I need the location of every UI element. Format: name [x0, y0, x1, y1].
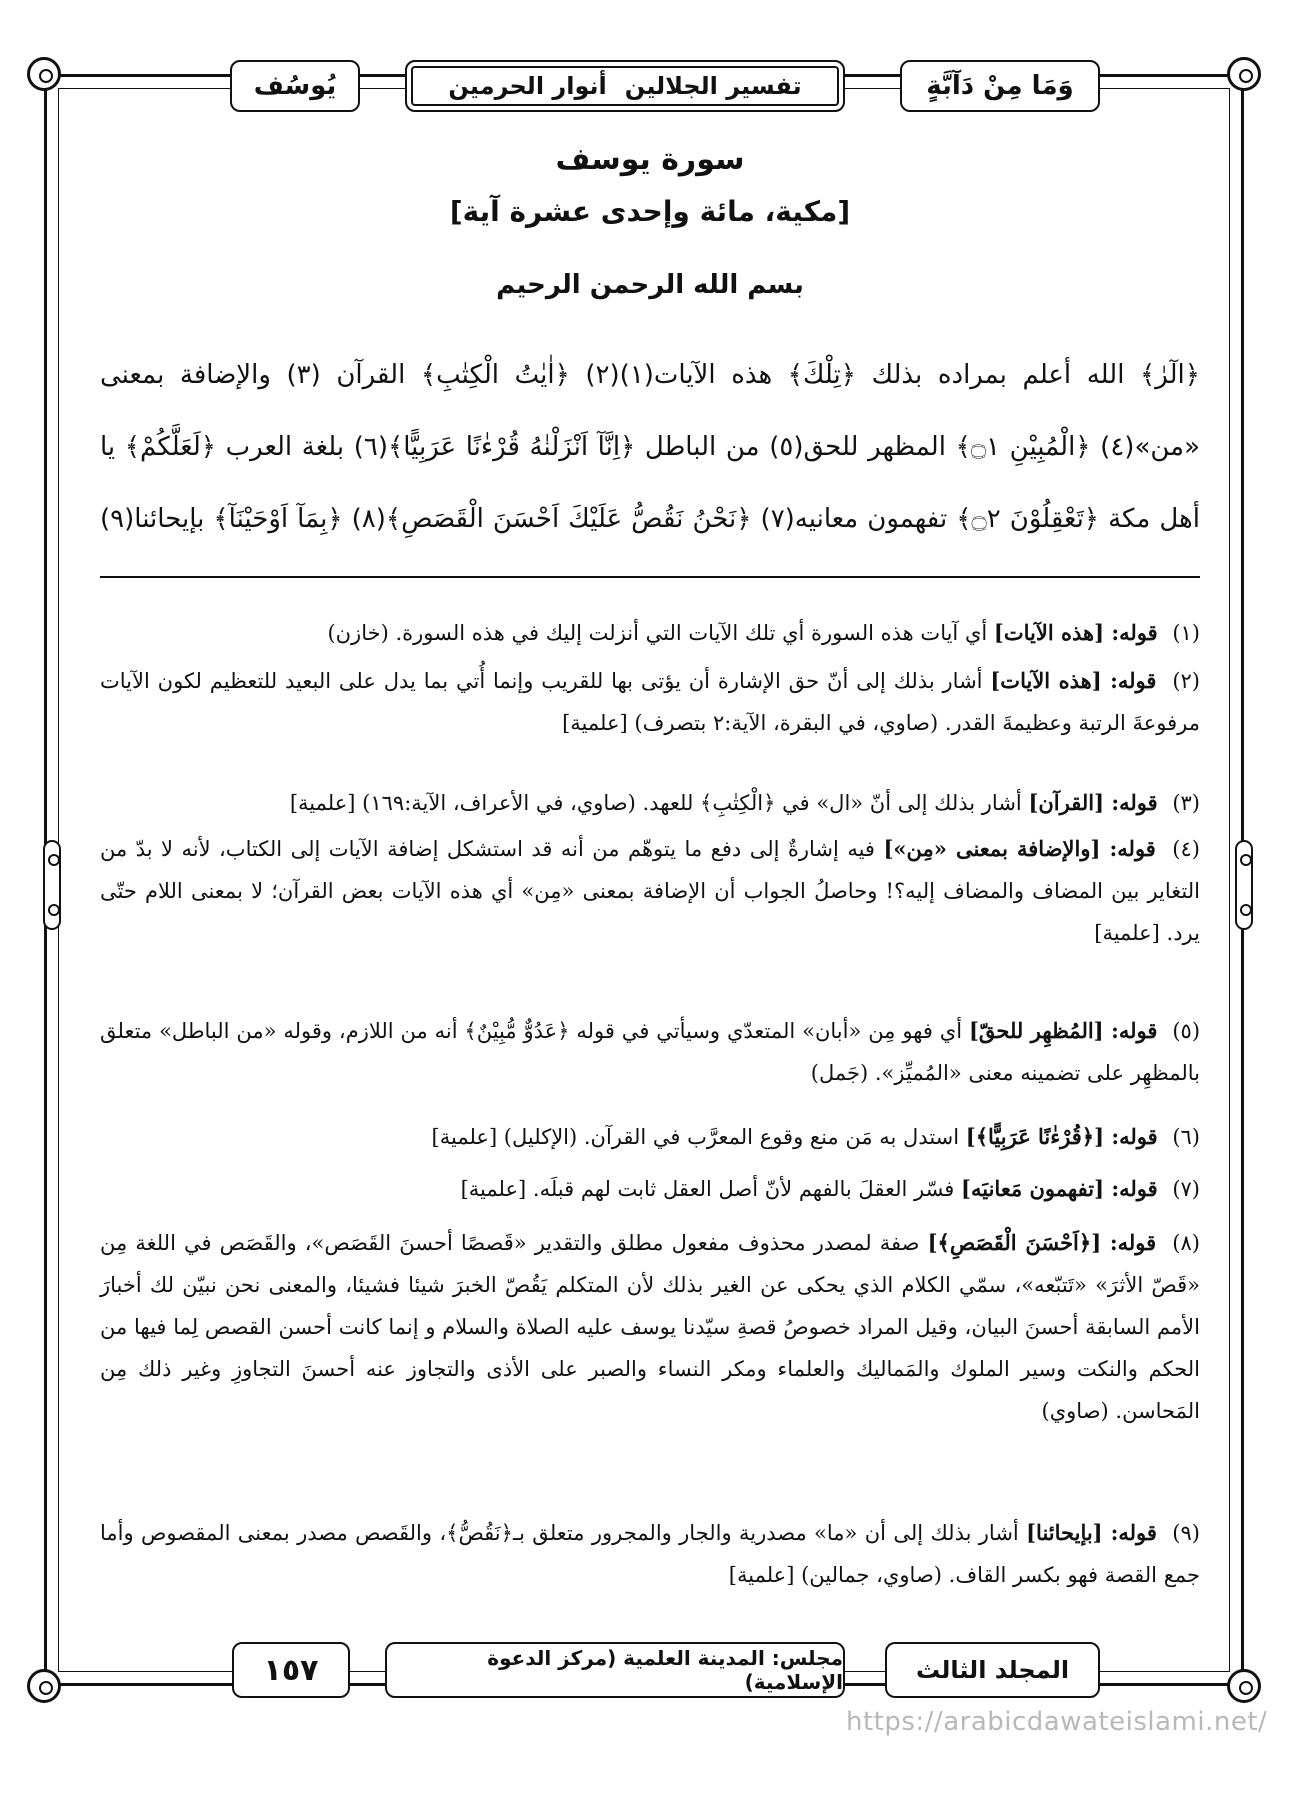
side-ornament-left: [43, 840, 61, 930]
footnote-text: فيه إشارةٌ إلى دفع ما يتوهّم من أنه قد استشكل إضافة الآيات إلى الكتاب، لأنه لا بدّ من التغاير بين المضاف والمضاف إليه؟! وحاصلُ الجواب أن الإضافة بمعنى «مِن» أي هذه الآيات بعض القرآن؛ لا بمعنى اللام حتّى يرد. [علمية]: [100, 837, 1200, 945]
header-juz-box: [900, 60, 1100, 112]
footnote-number: (١): [1172, 621, 1200, 645]
header-juz: وَمَا مِنْ دَآبَّةٍ: [926, 71, 1074, 101]
footnote-number: (٧): [1172, 1177, 1200, 1201]
footnote-7: [100, 1168, 1200, 1210]
header-commentary-title: أنوار الحرمين: [448, 72, 607, 100]
footnote-text: استدل به مَن منع وقوع المعرَّب في القرآن. (الإكليل) [علمية]: [431, 1125, 960, 1149]
corner-ornament-bottom-right: [1227, 1669, 1261, 1703]
main-text-line-1: ﴿الٓرٰ﴾ الله أعلم بمراده بذلك ﴿تِلْكَ﴾ هذه الآيات(١)(٢) ﴿اٰيٰتُ الْكِتٰبِ﴾ القرآن (٣) والإضافة بمعنى: [100, 360, 1200, 390]
footnote-8: [100, 1222, 1200, 1432]
corner-ornament-top-left: [27, 57, 61, 91]
footnote-text: فسّر العقلَ بالفهم لأنّ أصل العقل ثابت لهم قبلَه. [علمية]: [460, 1177, 955, 1201]
footnote-1: [100, 612, 1200, 654]
footnote-9: [100, 1512, 1200, 1596]
footer-volume: المجلد الثالث: [915, 1656, 1070, 1684]
footnote-keyword: قوله: [﴿اَحْسَنَ الْقَصَصِ﴾]: [927, 1230, 1157, 1255]
footnote-number: (٥): [1172, 1019, 1201, 1043]
header-surah: يُوسُف: [253, 71, 337, 101]
surah-title: سورة يوسف: [555, 142, 745, 177]
footnote-number: (٢): [1172, 669, 1200, 693]
footer-publisher: مجلس: المدينة العلمية (مركز الدعوة الإسلامية): [487, 1646, 843, 1694]
corner-ornament-top-right: [1227, 57, 1261, 91]
corner-ornament-bottom-left: [27, 1669, 61, 1703]
footer-publisher-box: [385, 1642, 845, 1698]
footnote-4: [100, 828, 1200, 954]
main-text-line-2: «من»(٤) ﴿الْمُبِيْنِ ۝١﴾ المظهر للحق(٥) من الباطل ﴿اِنَّآ اَنْزَلْنٰهُ قُرْءٰنًا عَرَبِيًّا﴾(٦) بلغة العرب ﴿لَعَلَّكُمْ﴾ يا: [100, 432, 1200, 462]
footer-page-number-box: [232, 1642, 350, 1698]
footnote-5: [100, 1010, 1200, 1094]
footnote-number: (٤): [1172, 837, 1200, 861]
header-title-box: [405, 60, 845, 112]
header-surah-box: [230, 60, 360, 112]
footnote-keyword: قوله: [هذه الآيات]: [993, 620, 1158, 645]
footnote-text: أي فهو مِن «أبان» المتعدّي وسيأتي في قوله ﴿عَدُوٌّ مُّبِيْنٌ﴾ أنه من اللازم، وقوله «من الباطل» متعلق بالمظهِر على تضمينه معنى «المُميِّز». (جَمل): [100, 1019, 1200, 1085]
footer-volume-box: [885, 1642, 1100, 1698]
footnote-keyword: قوله: [والإضافة بمعنى «مِن»]: [883, 836, 1156, 861]
footnote-text: أشار بذلك إلى أنّ «ال» في ﴿الْكِتٰبِ﴾ للعهد. (صاوي، في الأعراف، الآية:١٦٩) [علمية]: [289, 791, 1022, 815]
footnote-number: (٨): [1172, 1231, 1200, 1255]
footnote-keyword: قوله: [﴿قُرْءٰنًا عَرَبِيًّا﴾]: [965, 1124, 1158, 1149]
footnote-6: [100, 1116, 1200, 1158]
footnote-keyword: قوله: [القرآن]: [1028, 790, 1158, 815]
footnote-divider: [100, 576, 1200, 578]
footnote-number: (٩): [1172, 1521, 1200, 1545]
surah-subtitle: [مكية، مائة وإحدى عشرة آية]: [449, 195, 851, 228]
footnote-3: [100, 782, 1200, 824]
footnote-text: أشار بذلك إلى أن «ما» مصدرية والجار والمجرور متعلق بـ﴿نَقُصُّ﴾، والقَصص مصدر بمعنى المقصوص وأما جمع القصة فهو بكسر القاف. (صاوي، جمالين) [علمية]: [100, 1521, 1200, 1587]
basmala: بسم الله الرحمن الرحيم: [496, 270, 804, 300]
footnote-text: أشار بذلك إلى أنّ حق الإشارة أن يؤتى بها للقريب وإنما أُتي بما يدل على البعيد للتعظيم لكون الآيات مرفوعةَ الرتبة وعظيمةَ القدر. (صاوي، في البقرة، الآية:٢ بتصرف) [علمية]: [100, 669, 1200, 735]
footnote-keyword: قوله: [تفهمون مَعانيَه]: [961, 1176, 1158, 1201]
footnote-keyword: قوله: [هذه الآيات]: [990, 668, 1157, 693]
footnote-keyword: قوله: [المُظهِر للحقّ]: [968, 1018, 1158, 1043]
main-text-line-3: أهل مكة ﴿تَعْقِلُوْنَ ۝٢﴾ تفهمون معانيه(٧) ﴿نَحْنُ نَقُصُّ عَلَيْكَ اَحْسَنَ الْقَصَصِ﴾(٨) ﴿بِمَآ اَوْحَيْنَآ﴾ بإيحائنا(٩): [100, 504, 1200, 534]
side-ornament-right: [1235, 840, 1253, 930]
watermark-url: https://arabicdawateislami.net/: [846, 1707, 1268, 1737]
footnote-2: [100, 660, 1200, 744]
footnote-keyword: قوله: [بإيحائنا]: [1026, 1520, 1157, 1545]
footnote-number: (٣): [1172, 791, 1200, 815]
footnote-number: (٦): [1172, 1125, 1200, 1149]
page-number: ١٥٧: [263, 1652, 319, 1688]
footnote-text: صفة لمصدر محذوف مفعول مطلق والتقدير «قَصصًا أحسنَ القَصَص»، والقَصَص في اللغة مِن «قَصّ الأثرَ» «تَتبّعه»، سمّي الكلام الذي يحكى عن الغير بذلك لأن المتكلم يَقُصّ الخبرَ شيئا فشيئا، والمعنى نحن نبيّن لك أخبارَ الأمم السابقة أحسنَ البيان، وقيل المراد خصوصُ قصةِ سيّدنا يوسف عليه الصلاة والسلام و إنما كانت أحسن القصص لِما فيها من الحكم والنكت وسير الملوك والمَماليك والعلماء ومكر النساء والصبر على الأذى والتجاوز عنه أحسنَ التجاوزِ وغير ذلك مِن المَحاسن. (صاوي): [100, 1231, 1200, 1423]
header-book-title: تفسير الجلالين: [624, 72, 802, 100]
footnote-text: أي آيات هذه السورة أي تلك الآيات التي أنزلت إليك في هذه السورة. (خازن): [327, 621, 988, 645]
